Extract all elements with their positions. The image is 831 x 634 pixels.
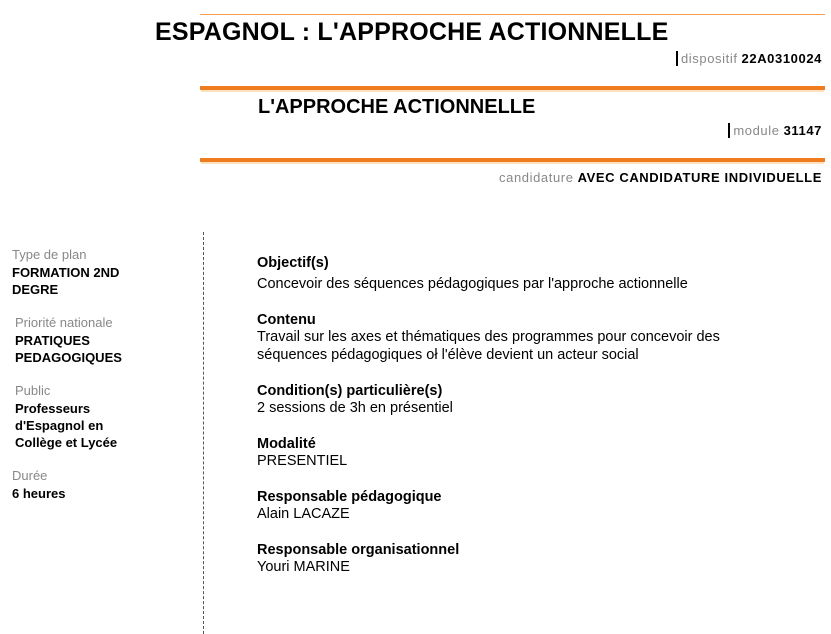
section-title: Responsable pédagogique <box>257 489 442 505</box>
section-text: PRESENTIEL <box>257 453 348 469</box>
section-resp-pedagogique <box>257 489 817 523</box>
dispositif-value: 22A0310024 <box>741 51 822 66</box>
sidebar-item-public <box>12 383 192 451</box>
column-divider <box>203 232 204 634</box>
candidature-label: candidature <box>499 170 574 185</box>
section-objectifs <box>257 255 817 293</box>
divider <box>200 14 825 15</box>
divider <box>200 158 825 162</box>
page-title: ESPAGNOL : L'APPROCHE ACTIONNELLE <box>155 18 669 46</box>
section-title: Condition(s) particulière(s) <box>257 383 443 399</box>
field-value: 6 heures <box>12 486 66 501</box>
candidature-ref <box>499 170 822 185</box>
module-title: L'APPROCHE ACTIONNELLE <box>258 96 536 118</box>
dispositif-ref <box>676 51 822 66</box>
section-title: Responsable organisationnel <box>257 542 460 558</box>
divider <box>200 86 825 90</box>
section-title: Objectif(s) <box>257 255 329 271</box>
section-text: Travail sur les axes et thématiques des programmes pour concevoir des séquences pédagogiques oł l'élève devient un acteur social <box>257 329 720 363</box>
field-label: Durée <box>12 468 48 483</box>
section-text: Concevoir des séquences pédagogiques par l'approche actionnelle <box>257 276 688 292</box>
section-resp-organisationnel <box>257 542 817 576</box>
field-label: Priorité nationale <box>15 315 113 330</box>
section-contenu <box>257 312 817 364</box>
field-label: Public <box>15 383 51 398</box>
module-label: module <box>733 123 780 138</box>
sidebar-item-duree <box>12 468 192 502</box>
section-text: Youri MARINE <box>257 559 350 575</box>
sidebar <box>12 247 192 519</box>
section-modalite <box>257 436 817 470</box>
section-text: Alain LACAZE <box>257 506 350 522</box>
module-value: 31147 <box>783 123 822 138</box>
field-value: Professeurs d'Espagnol en Collège et Lycée <box>15 401 118 450</box>
sidebar-item-type-plan <box>12 247 192 298</box>
section-text: 2 sessions de 3h en présentiel <box>257 400 453 416</box>
candidature-value: AVEC CANDIDATURE INDIVIDUELLE <box>577 170 822 185</box>
section-conditions <box>257 383 817 417</box>
field-label: Type de plan <box>12 247 87 262</box>
field-value: FORMATION 2ND DEGRE <box>12 265 120 297</box>
dispositif-label: dispositif <box>680 51 738 66</box>
section-title: Modalité <box>257 436 316 452</box>
section-title: Contenu <box>257 312 316 328</box>
field-value: PRATIQUES PEDAGOGIQUES <box>15 333 122 365</box>
main-content <box>257 255 817 595</box>
sidebar-item-priorite <box>12 315 192 366</box>
module-ref <box>728 123 822 138</box>
